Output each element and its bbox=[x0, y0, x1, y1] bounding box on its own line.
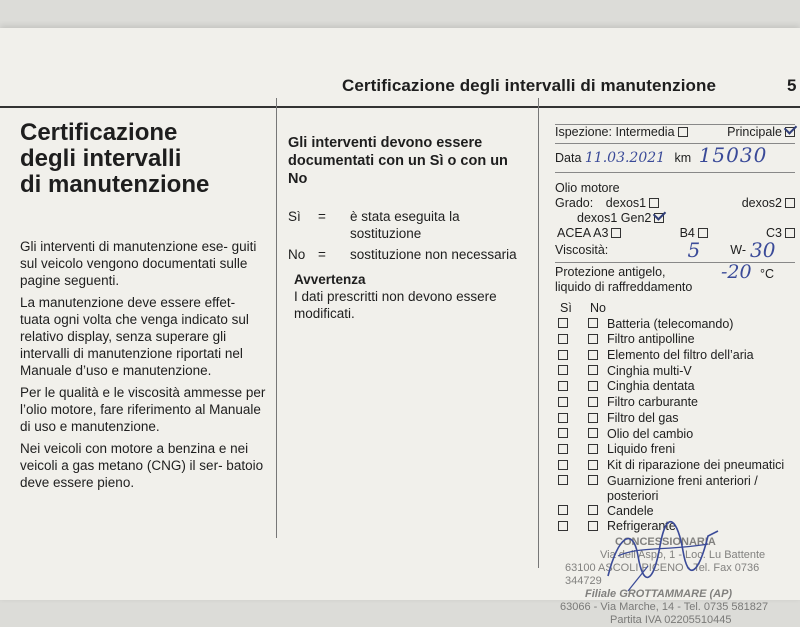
paragraph: Per le qualità e le viscosità ammesse per l’olio motore, fare riferimento al Manuale di uso e manutenzione. bbox=[20, 385, 266, 434]
checkbox-si[interactable] bbox=[558, 413, 568, 423]
stamp-line: 63066 - Via Marche, 14 - Tel. 0735 581827 bbox=[560, 601, 769, 613]
page-header bbox=[0, 66, 800, 108]
si-checkbox-cell bbox=[555, 474, 585, 489]
checkbox-b4[interactable] bbox=[698, 228, 708, 238]
checklist-item-label: Batteria (telecomando) bbox=[607, 316, 734, 331]
no-checkbox-cell bbox=[585, 348, 607, 363]
km-label: km bbox=[674, 151, 692, 165]
si-checkbox-cell bbox=[555, 364, 585, 379]
no-checkbox-cell bbox=[585, 474, 607, 489]
checklist-item-label: Cinghia multi-V bbox=[607, 363, 692, 378]
no-checkbox-cell bbox=[585, 379, 607, 394]
viscosity-label: Viscosità: bbox=[555, 243, 609, 257]
paragraph: Gli interventi di manutenzione ese- guiti sul veicolo vengono documentati sulle pagine seguenti. bbox=[20, 239, 257, 288]
checkbox-no[interactable] bbox=[588, 460, 598, 470]
checklist-item-label: Kit di riparazione dei pneumatici bbox=[607, 457, 785, 472]
stamp-line: 63100 ASCOLI PICENO - Tel. Fax 0736 344729 bbox=[565, 562, 760, 587]
title-line: degli intervalli bbox=[20, 145, 182, 172]
intro-paragraphs bbox=[20, 238, 268, 496]
checkbox-no[interactable] bbox=[588, 397, 598, 407]
definition-value: è stata eseguita la sostituzione bbox=[350, 209, 460, 241]
celsius-unit: °C bbox=[760, 267, 775, 281]
checkbox-no[interactable] bbox=[588, 413, 598, 423]
warning-text: I dati prescritti non devono essere modificati. bbox=[294, 289, 497, 321]
checklist-row bbox=[555, 317, 795, 333]
checkbox-dexos1[interactable] bbox=[649, 198, 659, 208]
checklist-row bbox=[555, 332, 795, 348]
antifreeze-value[interactable]: -20 bbox=[721, 261, 752, 283]
checkbox-acea[interactable] bbox=[611, 228, 621, 238]
b4-label: B4 bbox=[679, 226, 695, 240]
checkbox-c3[interactable] bbox=[785, 228, 795, 238]
antifreeze-label-1: Protezione antigelo, bbox=[555, 265, 666, 279]
grade-label: Grado: bbox=[555, 196, 594, 210]
dexos2-option bbox=[742, 196, 795, 211]
option-intermedia-label: Intermedia bbox=[615, 125, 675, 139]
checkbox-si[interactable] bbox=[558, 334, 568, 344]
column-divider bbox=[538, 98, 539, 568]
service-form bbox=[555, 124, 795, 535]
checklist-item-label: Filtro del gas bbox=[607, 410, 679, 425]
checklist-row bbox=[555, 395, 795, 411]
section-title bbox=[20, 120, 268, 198]
warning-note bbox=[288, 271, 523, 322]
title-line: Certificazione bbox=[20, 119, 178, 146]
checkbox-no[interactable] bbox=[588, 505, 598, 515]
no-checkbox-cell bbox=[585, 364, 607, 379]
viscosity-row bbox=[555, 238, 795, 262]
checkbox-si[interactable] bbox=[558, 381, 568, 391]
checklist-row bbox=[555, 411, 795, 427]
definition-value: sostituzione non necessaria bbox=[350, 247, 517, 262]
middle-column bbox=[288, 134, 523, 322]
no-checkbox-cell bbox=[585, 411, 607, 426]
no-checkbox-cell bbox=[585, 442, 607, 457]
definition-key: Sì bbox=[288, 209, 301, 224]
checklist-row bbox=[555, 427, 795, 443]
w-label: W- bbox=[730, 243, 747, 257]
acea-option bbox=[557, 226, 621, 241]
checkbox-no[interactable] bbox=[588, 475, 598, 485]
stamp-line: CONCESSIONARIA bbox=[615, 536, 716, 548]
checkbox-si[interactable] bbox=[558, 444, 568, 454]
si-checkbox-cell bbox=[555, 395, 585, 410]
option-principale-label: Principale bbox=[727, 125, 782, 139]
paragraph: La manutenzione deve essere effet- tuata ogni volta che venga indicato sul relativo display, senza superare gli intervalli di manutenzione riportati nel Manuale d’uso e manutenzione. bbox=[20, 295, 249, 378]
si-checkbox-cell bbox=[555, 504, 585, 519]
checkbox-principale[interactable] bbox=[785, 127, 795, 137]
dexos2-label: dexos2 bbox=[741, 196, 782, 210]
checkbox-no[interactable] bbox=[588, 365, 598, 375]
checkbox-no[interactable] bbox=[588, 381, 598, 391]
checklist-item-label: Olio del cambio bbox=[607, 426, 694, 441]
dexos1gen2-row bbox=[555, 211, 795, 226]
stamp-line: Filiale GROTTAMMARE (AP) bbox=[585, 588, 733, 600]
checklist-item-label: Candele bbox=[607, 503, 654, 518]
title-line: di manutenzione bbox=[20, 171, 210, 198]
si-checkbox-cell bbox=[555, 411, 585, 426]
checklist-item-label: Liquido freni bbox=[607, 442, 676, 457]
stamp-line: Partita IVA 02205510445 bbox=[610, 614, 732, 626]
checkbox-no[interactable] bbox=[588, 334, 598, 344]
definition-key: No bbox=[288, 247, 306, 262]
instructions-heading: Gli interventi devono essere documentati con un Sì o con un No bbox=[288, 135, 508, 187]
checklist-item-label: Filtro antipolline bbox=[607, 332, 695, 347]
checkbox-dexos2[interactable] bbox=[785, 198, 795, 208]
definition-row bbox=[288, 246, 523, 263]
checklist-row bbox=[555, 474, 795, 504]
checkbox-no[interactable] bbox=[588, 428, 598, 438]
viscosity-value[interactable]: 5 bbox=[687, 238, 701, 262]
no-header: No bbox=[590, 301, 606, 315]
checkbox-no[interactable] bbox=[588, 318, 598, 328]
checklist-item-label: Filtro carburante bbox=[607, 395, 699, 410]
checklist-item-label: Refrigerante bbox=[607, 519, 676, 534]
si-checkbox-cell bbox=[555, 317, 585, 332]
definition-equals: = bbox=[318, 247, 326, 262]
checklist-header bbox=[555, 301, 795, 317]
si-checkbox-cell bbox=[555, 427, 585, 442]
checkbox-si[interactable] bbox=[558, 475, 568, 485]
warning-title: Avvertenza bbox=[294, 272, 366, 287]
checkbox-si[interactable] bbox=[558, 318, 568, 328]
date-km-row bbox=[555, 143, 795, 173]
checklist-row bbox=[555, 348, 795, 364]
checklist-row bbox=[555, 458, 795, 474]
antifreeze-label-2: liquido di raffreddamento bbox=[555, 280, 693, 294]
si-checkbox-cell bbox=[555, 519, 585, 534]
si-checkbox-cell bbox=[555, 442, 585, 457]
inspection-row bbox=[555, 124, 795, 143]
checklist-row bbox=[555, 379, 795, 395]
no-checkbox-cell bbox=[585, 395, 607, 410]
no-checkbox-cell bbox=[585, 332, 607, 347]
definition-row bbox=[288, 208, 523, 242]
checkbox-no[interactable] bbox=[588, 521, 598, 531]
si-checkbox-cell bbox=[555, 348, 585, 363]
si-checkbox-cell bbox=[555, 332, 585, 347]
acea-label: ACEA A3 bbox=[557, 226, 609, 240]
definitions bbox=[288, 208, 523, 263]
dexos1-label: dexos1 bbox=[605, 196, 647, 210]
left-column bbox=[20, 119, 268, 490]
stamp-line: Via dell'Aspo, 1 - Loc. Lu Battente bbox=[600, 549, 766, 561]
checkbox-si[interactable] bbox=[558, 460, 568, 470]
no-checkbox-cell bbox=[585, 317, 607, 332]
si-header: Sì bbox=[560, 301, 572, 315]
oil-label: Olio motore bbox=[555, 181, 620, 195]
date-label: Data bbox=[555, 151, 582, 165]
header-title: Certificazione degli intervalli di manutenzione bbox=[342, 76, 717, 95]
checkbox-si[interactable] bbox=[558, 397, 568, 407]
date-value[interactable]: 11.03.2021 bbox=[584, 150, 666, 166]
grade-row bbox=[555, 196, 795, 211]
checklist-item-label: Guarnizione freni anteriori / posteriori bbox=[607, 473, 758, 503]
checkbox-si[interactable] bbox=[558, 521, 568, 531]
paragraph: Nei veicoli con motore a benzina e nei veicoli a gas metano (CNG) il ser- batoio deve essere pieno. bbox=[20, 441, 264, 490]
signature-scribble bbox=[598, 516, 728, 596]
dexos1-option bbox=[606, 196, 659, 211]
checklist-row bbox=[555, 364, 795, 380]
no-checkbox-cell bbox=[585, 458, 607, 473]
checkbox-si[interactable] bbox=[558, 505, 568, 515]
checkbox-no[interactable] bbox=[588, 350, 598, 360]
c3-label: C3 bbox=[766, 226, 782, 240]
page-number: 5 bbox=[787, 76, 797, 95]
checkbox-intermedia[interactable] bbox=[678, 127, 688, 137]
checkbox-si[interactable] bbox=[558, 365, 568, 375]
checkbox-si[interactable] bbox=[558, 350, 568, 360]
checkbox-no[interactable] bbox=[588, 444, 598, 454]
antifreeze-row bbox=[555, 262, 795, 299]
no-checkbox-cell bbox=[585, 427, 607, 442]
si-checkbox-cell bbox=[555, 379, 585, 394]
checklist-row bbox=[555, 442, 795, 458]
manual-page bbox=[0, 28, 800, 626]
principale-field bbox=[727, 125, 795, 140]
w-value[interactable]: 30 bbox=[750, 238, 776, 262]
oil-section bbox=[555, 181, 795, 262]
checklist bbox=[555, 317, 795, 535]
definition-equals: = bbox=[318, 209, 326, 224]
inspection-field bbox=[555, 125, 688, 140]
inspection-label: Ispezione: bbox=[555, 125, 612, 139]
checklist-item-label: Cinghia dentata bbox=[607, 379, 695, 394]
checklist-item-label: Elemento del filtro dell’aria bbox=[607, 348, 754, 363]
si-checkbox-cell bbox=[555, 458, 585, 473]
dexos1gen2-label: dexos1 Gen2 bbox=[577, 211, 652, 225]
column-divider bbox=[276, 98, 277, 538]
km-value[interactable]: 15030 bbox=[698, 143, 768, 167]
checkbox-si[interactable] bbox=[558, 428, 568, 438]
checkbox-dexos1gen2[interactable] bbox=[654, 213, 664, 223]
